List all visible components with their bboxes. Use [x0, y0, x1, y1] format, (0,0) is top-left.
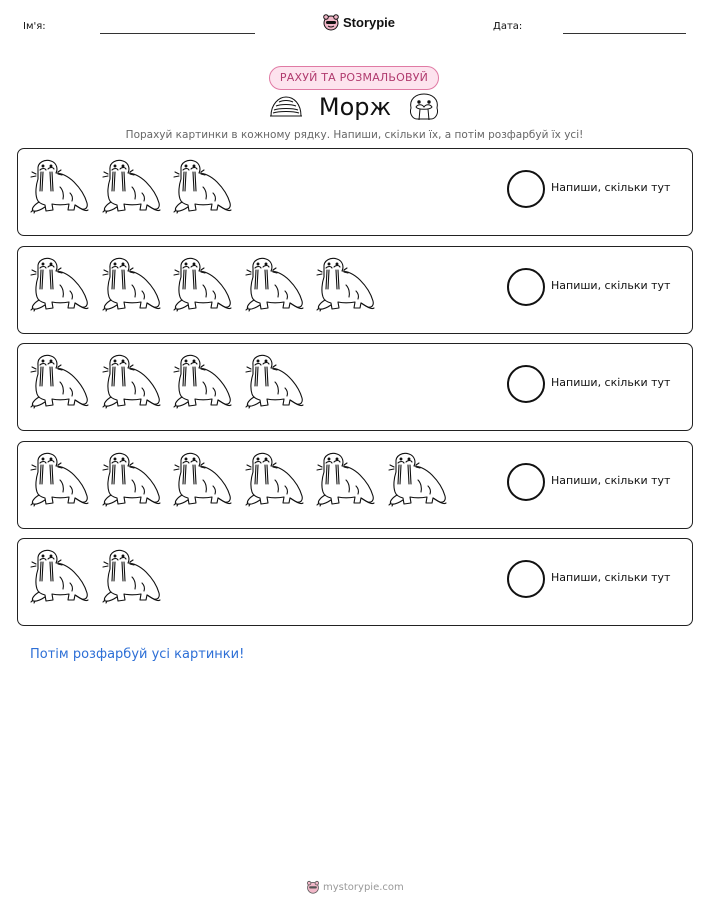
worksheet-title: Морж [318, 93, 392, 121]
walrus-icon[interactable] [102, 157, 164, 215]
walrus-icon[interactable] [30, 450, 92, 508]
walrus-icon[interactable] [316, 450, 378, 508]
storypie-logo [322, 13, 395, 31]
count-row-5 [17, 538, 693, 626]
answer-circle[interactable] [507, 560, 545, 598]
answer-label: Напиши, скільки тут [551, 571, 671, 584]
name-field[interactable] [100, 33, 255, 34]
answer-circle[interactable] [507, 268, 545, 306]
walrus-icon[interactable] [30, 157, 92, 215]
storypie-mascot-icon [322, 13, 340, 31]
site-footer [306, 880, 404, 894]
count-row-2 [17, 246, 693, 334]
walrus-face-icon [407, 92, 441, 122]
walrus-icon[interactable] [245, 450, 307, 508]
name-label: Ім'я: [23, 21, 46, 32]
coloring-note: Потім розфарбуй усі картинки! [30, 647, 245, 662]
walrus-icon[interactable] [30, 352, 92, 410]
site-url: mystorypie.com [323, 881, 404, 893]
walrus-icon[interactable] [316, 255, 378, 313]
count-row-3 [17, 343, 693, 431]
walrus-icon[interactable] [102, 450, 164, 508]
walrus-icon[interactable] [102, 352, 164, 410]
activity-badge: РАХУЙ ТА РОЗМАЛЬОВУЙ [269, 66, 439, 90]
date-label: Дата: [493, 21, 523, 32]
date-field[interactable] [563, 33, 686, 34]
walrus-icon[interactable] [30, 255, 92, 313]
answer-circle[interactable] [507, 170, 545, 208]
answer-circle[interactable] [507, 463, 545, 501]
walrus-icon[interactable] [30, 547, 92, 605]
walrus-icon[interactable] [173, 450, 235, 508]
count-row-4 [17, 441, 693, 529]
count-row-1 [17, 148, 693, 236]
walrus-icon[interactable] [173, 157, 235, 215]
answer-label: Напиши, скільки тут [551, 181, 671, 194]
walrus-resting-icon [269, 94, 303, 120]
walrus-icon[interactable] [388, 450, 450, 508]
walrus-icon[interactable] [173, 255, 235, 313]
walrus-icon[interactable] [245, 255, 307, 313]
storypie-mascot-small-icon [306, 880, 320, 894]
walrus-icon[interactable] [102, 255, 164, 313]
walrus-icon[interactable] [173, 352, 235, 410]
walrus-icon[interactable] [245, 352, 307, 410]
walrus-icon[interactable] [102, 547, 164, 605]
answer-label: Напиши, скільки тут [551, 376, 671, 389]
answer-label: Напиши, скільки тут [551, 473, 671, 487]
brand-name: Storypie [343, 14, 396, 30]
answer-label: Напиши, скільки тут [551, 278, 671, 292]
instructions-text: Порахуй картинки в кожному рядку. Напиши, скільки їх, а потім розфарбуй їх усі! [125, 129, 584, 141]
answer-circle[interactable] [507, 365, 545, 403]
title-row [269, 92, 441, 122]
